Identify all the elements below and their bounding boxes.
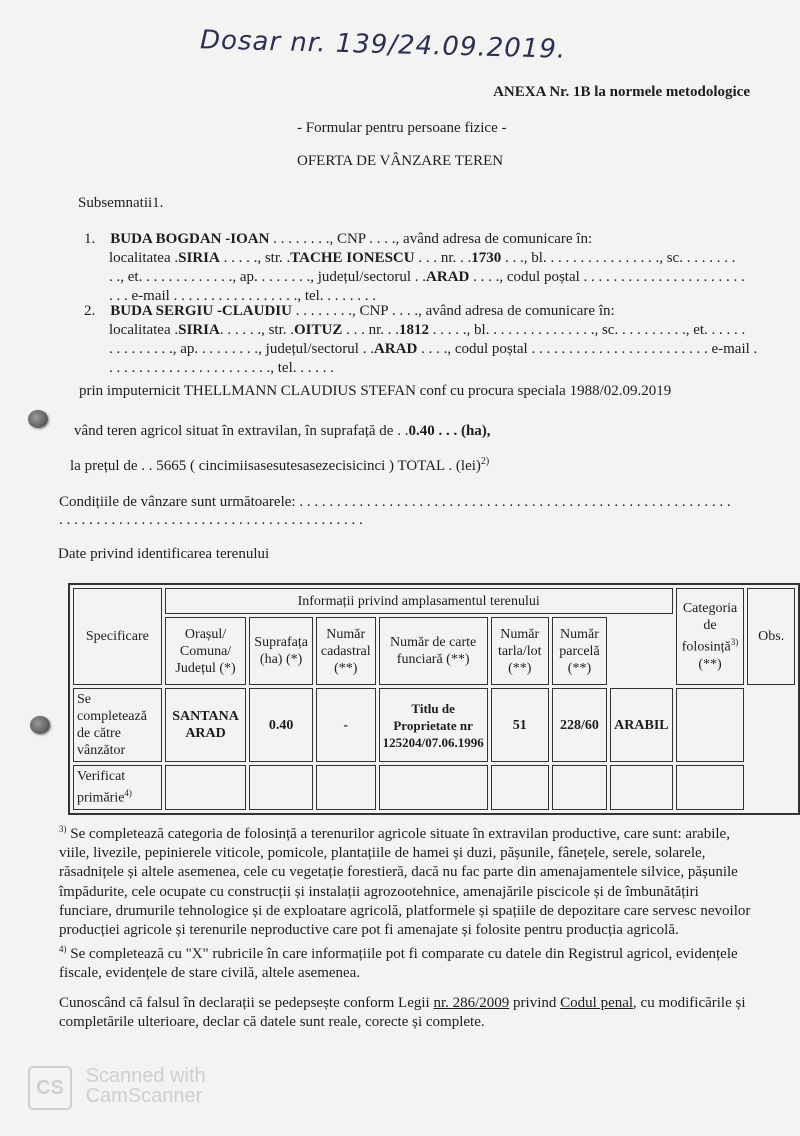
- person-2-line-4: . . . . . . . . . . . . . . . . . . . . . ., tel. . . . . .: [109, 360, 334, 376]
- scanner-watermark: CS Scanned with CamScanner: [28, 1066, 206, 1110]
- verify-cell-categoria: [610, 765, 672, 810]
- person-1-line-1: 1. BUDA BOGDAN -IOAN . . . . . . . ., CNP . . . ., având adresa de comunicare în:: [84, 231, 593, 247]
- header-suprafata: Suprafața (ha) (*): [249, 617, 313, 685]
- conditions-line-1: Condițiile de vânzare sunt următoarele: . . . . . . . . . . . . . . . . . . . . . . . . . . . . . . . . . . . . . . . . . . . . . . . . . . . . . . . . . .: [59, 494, 731, 510]
- subsemnatii-label: Subsemnatii1.: [78, 195, 164, 211]
- price-line: la prețul de . . 5665 ( cincimiisasesutesasezecisicinci ) TOTAL . (lei)$^{2)}$: [70, 456, 490, 474]
- person-2-line-3: . . . . . . . . ., ap. . . . . . . . ., județul/sectorul . .ARAD . . . ., codul poștal . . . . . . . . . . . . . . . . . . . . . . . . e-mail .: [109, 341, 758, 357]
- person-2-county: ARAD: [373, 341, 418, 357]
- cell-tarla-lot: 51: [491, 688, 549, 762]
- person-1-locality: SIRIA: [178, 250, 220, 266]
- header-nr-cadastral: Număr cadastral (**): [316, 617, 376, 685]
- law-reference: nr. 286/2009: [433, 995, 510, 1011]
- person-1-line-2: localitatea .SIRIA . . . . ., str. .TACHE IONESCU . . . nr. . .1730 . . ., bl. . . . . . . . . . . . . . . ., sc. . . . . . . .: [109, 250, 736, 266]
- verify-cell-cadastral: [316, 765, 376, 810]
- person-2-name: BUDA SERGIU -CLAUDIU: [110, 303, 292, 319]
- person-2-locality: SIRIA: [178, 322, 220, 338]
- verify-cell-obs: [676, 765, 745, 810]
- cell-carte-funciara: Titlu de Proprietate nr 125204/07.06.1996: [379, 688, 488, 762]
- cell-obs: [676, 688, 745, 762]
- header-obs: Obs.: [747, 588, 795, 685]
- cell-categoria: ARABIL: [610, 688, 672, 762]
- header-info-amplasament: Informații privind amplasamentul terenului: [165, 588, 673, 614]
- person-1-line-4: . . . e-mail . . . . . . . . . . . . . . . . ., tel. . . . . . . .: [109, 288, 377, 304]
- punch-hole-bottom: [30, 716, 50, 734]
- header-categoria: Categoria de folosință$^{3)}$ (**): [676, 588, 745, 685]
- person-1-line-3: . ., et. . . . . . . . . . . . ., ap. . . . . . . ., județul/sectorul . .ARAD . . . ., codul poștal . . . . . . . . . . . . . . . . . . . . . .: [109, 269, 745, 285]
- cell-parcela: 228/60: [552, 688, 607, 762]
- sale-area-line: vând teren agricol situat în extravilan, în suprafață de . .0.40 . . . (ha),: [74, 423, 491, 439]
- person-1-name: BUDA BOGDAN -IOAN: [110, 231, 270, 247]
- person-2-street: OITUZ: [294, 322, 343, 338]
- proxy-line: prin imputernicit THELLMANN CLAUDIUS STEFAN conf cu procura speciala 1988/02.09.2019: [79, 383, 672, 399]
- footnote-4: $^{4)}$ Se completează cu "X" rubricile în care informațiile pot fi comparate cu datele din Registrul agricol, evidențele fiscale, evidențele de stare civilă, altele asemenea.: [59, 944, 738, 982]
- handwritten-file-number: Dosar nr. 139/24.09.2019.: [199, 25, 567, 65]
- row-vanzator-label: Se completează de către vânzător: [73, 688, 162, 762]
- verify-cell-parcela: [552, 765, 607, 810]
- person-1-number: 1730: [471, 250, 502, 266]
- header-oras: Orașul/ Comuna/ Județul (*): [165, 617, 247, 685]
- verify-cell-tarla: [491, 765, 549, 810]
- declaration: Cunoscând că falsul în declarații se pedepsește conform Legii nr. 286/2009 privind Codul penal, cu modificările și completările ulterioare, declar că datele sunt reale, corecte și complete.: [59, 995, 746, 1031]
- verify-cell-oras: [165, 765, 247, 810]
- cell-oras: SANTANA ARAD: [165, 688, 247, 762]
- camscanner-logo-icon: CS: [28, 1066, 72, 1110]
- person-2-line-1: 2. BUDA SERGIU -CLAUDIU . . . . . . . ., CNP . . . ., având adresa de comunicare în:: [84, 303, 615, 319]
- footnote-3: $^{3)}$ Se completează categoria de folosință a terenurilor agricole situate în extravilan productive, care sunt: arabile, viile, livezile, pepinierele viticole, pomicole, plantațiile de hamei și duzi, pășunile, fânețele, serele, solarele, răsadnițele și altele asemenea, cele cu vegetație forestieră, dacă nu fac parte din amenajamentele silvice, pășunile împădurite, cele ocupate cu construcții și instalații agrozootehnice, amenajările piscicole și de îmbunătățiri funciare, drumurile tehnologice și de exploatare agricolă, platformele și spațiile de depozitare care servesc nevoilor producției agricole și terenurile neproductive care pot fi amenajate și folosite pentru producția agricolă.: [59, 824, 751, 939]
- penal-code-reference: Codul penal: [560, 995, 634, 1011]
- punch-hole-top: [28, 410, 48, 428]
- verify-cell-suprafata: [249, 765, 313, 810]
- form-title: OFERTA DE VÂNZARE TEREN: [297, 153, 504, 169]
- header-specificare: Specificare: [73, 588, 162, 685]
- person-1-street: TACHE IONESCU: [290, 250, 415, 266]
- header-tarla-lot: Număr tarla/lot (**): [491, 617, 549, 685]
- verify-cell-carte: [379, 765, 488, 810]
- land-info-table: [68, 583, 800, 815]
- annex-heading: ANEXA Nr. 1B la normele metodologice: [493, 84, 750, 100]
- cell-suprafata: 0.40: [249, 688, 313, 762]
- land-identification-heading: Date privind identificarea terenului: [58, 546, 270, 562]
- header-carte-funciara: Număr de carte funciară (**): [379, 617, 488, 685]
- sale-area-value: 0.40: [408, 423, 435, 439]
- row-primarie-label: Verificat primărie$^{4)}$: [73, 765, 162, 810]
- person-2-line-2: localitatea .SIRIA. . . . . ., str. .OITUZ . . . nr. . .1812 . . . . ., bl. . . . . . . . . . . . . . ., sc. . . . . . . . . ., et. . . . . .: [109, 322, 746, 338]
- form-type: - Formular pentru persoane fizice -: [297, 120, 507, 136]
- header-parcela: Număr parcelă (**): [552, 617, 607, 685]
- person-2-number: 1812: [399, 322, 430, 338]
- cell-nr-cadastral: -: [316, 688, 376, 762]
- conditions-line-2: . . . . . . . . . . . . . . . . . . . . . . . . . . . . . . . . . . . . . . . . .: [59, 512, 363, 528]
- person-1-county: ARAD: [426, 269, 470, 285]
